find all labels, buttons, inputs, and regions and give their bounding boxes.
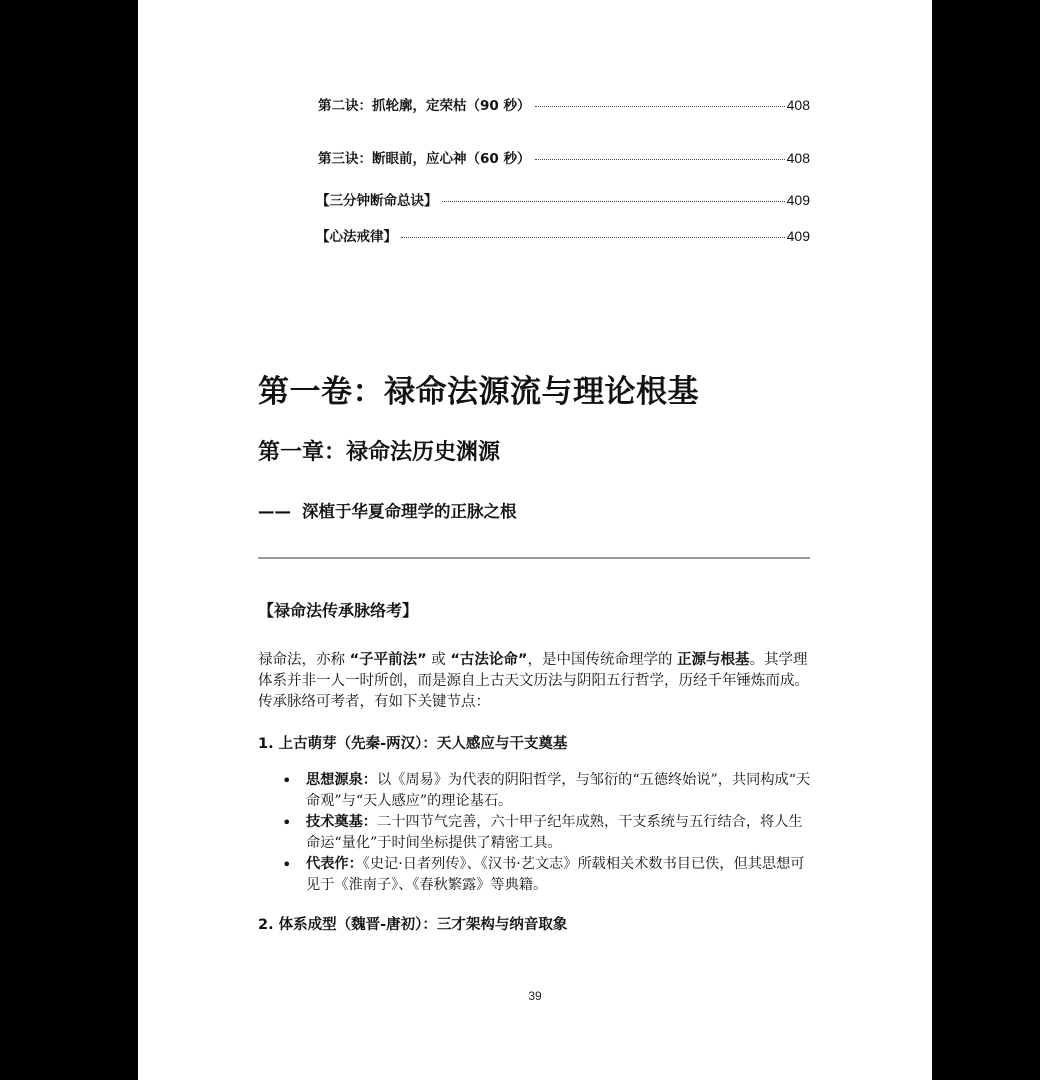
toc-entry[interactable] (316, 189, 810, 209)
toc-leader-dots (401, 236, 785, 238)
bullet-label: 代表作： (306, 856, 363, 872)
intro-bold: “古法论命” (450, 652, 528, 668)
toc-entry-page: 409 (786, 228, 810, 244)
intro-bold: “子平前法” (349, 652, 427, 668)
volume-title: 第一卷：禄命法源流与理论根基 (258, 374, 699, 410)
toc-entry-page: 408 (786, 97, 810, 113)
bullet-list (278, 770, 813, 896)
toc-entry-label: 第三诀：断眼前，应心神（60 秒） (318, 151, 531, 167)
intro-text: 或 (426, 652, 451, 668)
list-item (278, 770, 813, 812)
toc-entry[interactable] (318, 94, 810, 114)
toc-entry[interactable] (316, 225, 810, 245)
toc-entry[interactable] (318, 147, 810, 167)
chapter-subtitle (258, 498, 517, 522)
toc-entry-label: 【三分钟断命总诀】 (316, 193, 438, 209)
bullet-text: 以《周易》为代表的阴阳哲学，与邹衍的“五德终始说”，共同构成“天命观”与“天人感应”的理论基石。 (306, 772, 811, 809)
toc-entry-label: 第二诀：抓轮廓，定荣枯（90 秒） (318, 98, 531, 114)
subsection-heading: 1. 上古萌芽（先秦-两汉）：天人感应与干支奠基 (258, 736, 568, 752)
document-page (138, 0, 932, 1080)
section-title: 【禄命法传承脉络考】 (258, 601, 419, 620)
chapter-title: 第一章：禄命法历史渊源 (258, 440, 501, 465)
toc-entry-page: 408 (786, 150, 810, 166)
subtitle-text: 深植于华夏命理学的正脉之根 (302, 502, 517, 521)
intro-text: 。其学理体系并非一人一时所创，而是源自上古天文历法与阴阳五行哲学，历经千年锤炼而成。传承脉络可考者，有如下关键节点： (258, 652, 809, 710)
toc-entry-label: 【心法戒律】 (316, 229, 397, 245)
bullet-label: 技术奠基： (306, 814, 377, 830)
horizontal-rule (258, 557, 810, 559)
intro-text: ，是中国传统命理学的 (527, 652, 678, 668)
toc-leader-dots (535, 105, 785, 107)
intro-bold: 正源与根基 (677, 652, 750, 668)
bullet-text: 二十四节气完善，六十甲子纪年成熟，干支系统与五行结合，将人生命运“量化”于时间坐标提供了精密工具。 (306, 814, 803, 851)
list-item (278, 854, 813, 896)
bullet-text: 《史记·日者列传》、《汉书·艺文志》所载相关术数书目已佚，但其思想可见于《淮南子》、《春秋繁露》等典籍。 (306, 856, 805, 893)
subsection-heading: 2. 体系成型（魏晋-唐初）：三才架构与纳音取象 (258, 917, 568, 933)
intro-text: 禄命法，亦称 (258, 652, 350, 668)
list-item (278, 812, 813, 854)
page-number: 39 (528, 989, 542, 1003)
toc-entry-page: 409 (786, 192, 810, 208)
intro-paragraph (258, 650, 818, 713)
toc-leader-dots (442, 200, 785, 202)
subtitle-dash: —— (258, 502, 291, 521)
bullet-label: 思想源泉： (306, 772, 377, 788)
toc-leader-dots (535, 158, 785, 160)
